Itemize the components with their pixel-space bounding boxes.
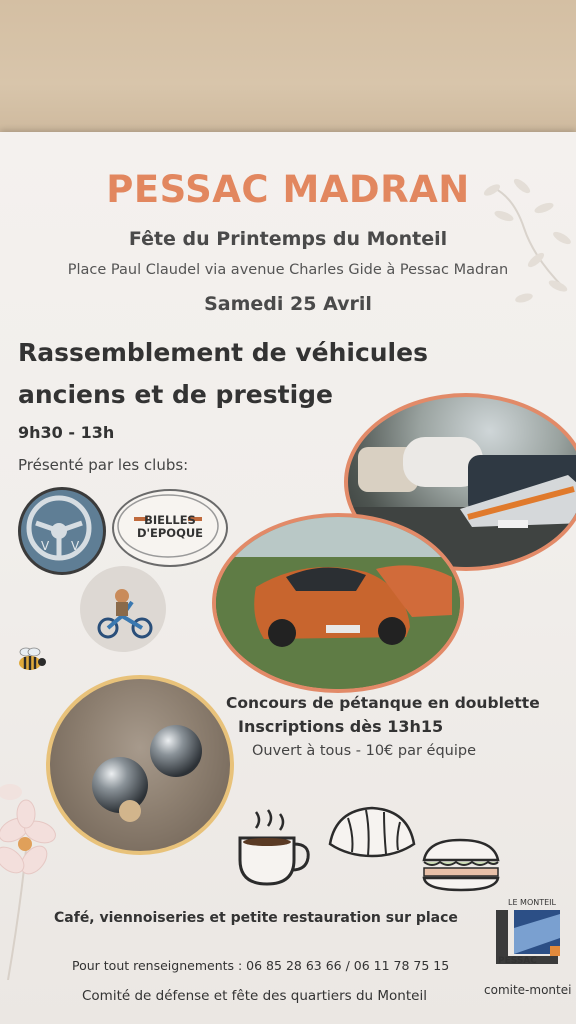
event-name: Fête du Printemps du Monteil bbox=[128, 228, 448, 250]
poster-title: PESSAC MADRAN bbox=[106, 168, 470, 211]
logo-bottom-text: PESSAC bbox=[498, 956, 537, 966]
le-monteil-logo bbox=[492, 898, 570, 972]
logo-top-text: LE MONTEIL bbox=[508, 898, 556, 907]
table-background bbox=[0, 0, 576, 140]
petanque-title: Concours de pétanque en doublette bbox=[226, 694, 540, 712]
clubs-label: Présenté par les clubs: bbox=[18, 456, 189, 474]
organizer-name: Comité de défense et fête des quartiers du Monteil bbox=[82, 988, 427, 1004]
sandwich-icon bbox=[420, 836, 502, 892]
steering-wheel-club-logo bbox=[18, 487, 106, 575]
sports-car-photo bbox=[212, 513, 464, 693]
flower-decoration bbox=[0, 780, 70, 980]
event-hours: 9h30 - 13h bbox=[18, 423, 115, 442]
contact-info: Pour tout renseignements : 06 85 28 63 66 / 06 11 78 75 15 bbox=[72, 958, 450, 973]
event-date: Samedi 25 Avril bbox=[204, 293, 372, 315]
bee-icon bbox=[12, 646, 48, 674]
headline-line-2: anciens et de prestige bbox=[18, 380, 333, 409]
svg-text:V: V bbox=[41, 539, 50, 553]
website-text: comite-montei bbox=[484, 983, 572, 997]
headline-line-1: Rassemblement de véhicules bbox=[18, 338, 428, 367]
petanque-balls-photo bbox=[46, 675, 234, 855]
bielles-depoque-club-logo bbox=[112, 489, 228, 567]
mobylette-club-logo bbox=[80, 566, 166, 652]
petanque-registration: Inscriptions dès 13h15 bbox=[238, 717, 444, 736]
petanque-price: Ouvert à tous - 10€ par équipe bbox=[252, 743, 477, 759]
event-address: Place Paul Claudel via avenue Charles Gide à Pessac Madran bbox=[67, 262, 509, 278]
club-logo-text: BIELLES D'EPOQUE bbox=[136, 513, 204, 540]
croissant-icon bbox=[326, 800, 418, 862]
svg-text:V: V bbox=[71, 539, 80, 553]
food-info: Café, viennoiseries et petite restauration sur place bbox=[54, 910, 458, 926]
coffee-cup-icon bbox=[234, 808, 312, 890]
